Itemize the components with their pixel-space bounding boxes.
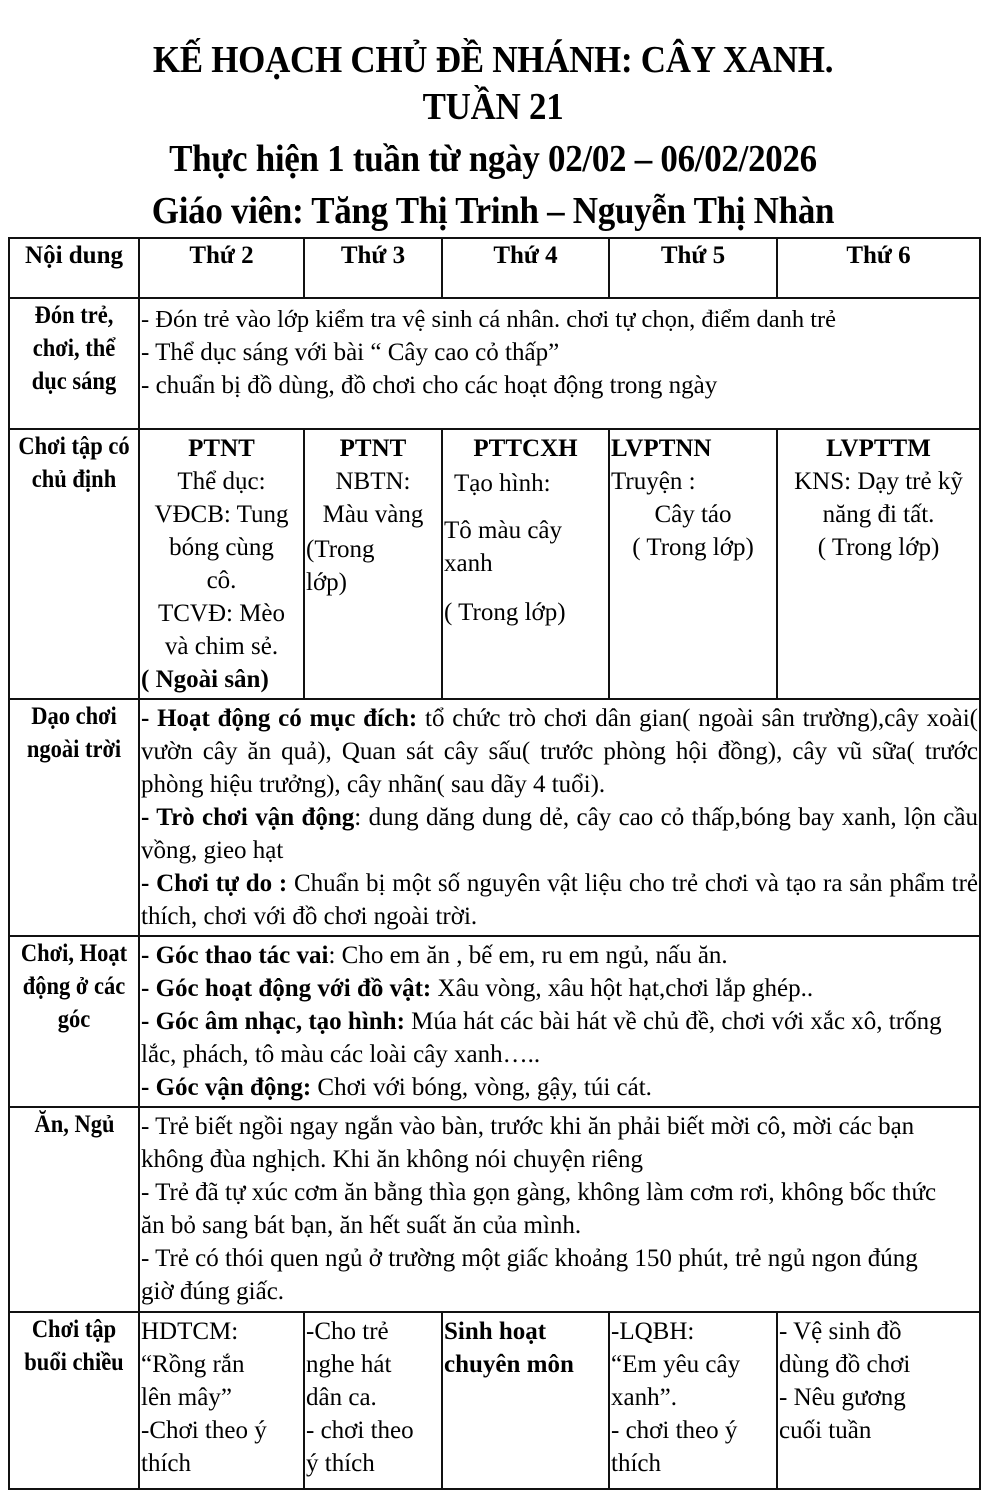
corner-activities-cell	[139, 936, 980, 1107]
afternoon-monday	[139, 1312, 304, 1489]
subject-label: LVPTNN	[611, 435, 712, 462]
row-label-corners: Chơi, Hoạt động ở các góc	[9, 936, 139, 1107]
item-text: : dung dăng dung dẻ, cây cao cỏ thấp,bóng bay xanh, lộn cầu vồng, gieo hạt	[141, 804, 978, 864]
table-row	[9, 1107, 980, 1312]
corner-item	[141, 1005, 978, 1071]
afternoon-tuesday	[304, 1312, 442, 1489]
activity-line: nghe hát	[306, 1351, 392, 1378]
activity-line: thích	[611, 1450, 661, 1477]
item-heading: - Chơi tự do :	[141, 870, 288, 897]
activity-line: VĐCB: Tung	[154, 501, 289, 528]
activity-line: Tạo hình:	[454, 470, 551, 497]
location-label: ( Trong lớp)	[444, 599, 566, 626]
header-monday: Thứ 2	[139, 238, 304, 298]
table-row	[9, 936, 980, 1107]
activity-line: cuối tuần	[779, 1417, 872, 1444]
activity-line: dân ca.	[306, 1384, 377, 1411]
subject-label: PTTCXH	[473, 435, 578, 462]
item-text: Múa hát các bài hát về chủ đề, chơi với xắc xô, trống lắc, phách, tô màu các loài cây xanh…..	[141, 1008, 942, 1068]
location-label: lớp)	[306, 569, 347, 596]
header-row	[9, 238, 980, 298]
activity-line: HDTCM:	[141, 1318, 239, 1345]
activity-line: Sinh hoạt	[444, 1318, 547, 1345]
corner-item	[141, 972, 978, 1005]
activity-line: Tô màu cây	[444, 517, 563, 544]
activity-line: KNS: Dạy trẻ kỹ	[794, 468, 963, 495]
header-friday: Thứ 6	[777, 238, 980, 298]
directed-play-wednesday	[442, 429, 609, 699]
morning-activities-cell	[139, 298, 980, 429]
item-text: Xâu vòng, xâu hột hạt,chơi lắp ghép..	[431, 975, 814, 1002]
location-label: (Trong	[306, 536, 375, 563]
table-row	[9, 298, 980, 429]
title-line-topic: KẾ HOẠCH CHỦ ĐỀ NHÁNH: CÂY XANH.	[152, 39, 834, 81]
directed-play-monday	[139, 429, 304, 699]
weekly-plan-table	[8, 237, 981, 1490]
activity-line: NBTN:	[335, 468, 411, 495]
meal-sleep-item: - Trẻ biết ngồi ngay ngắn vào bàn, trước khi ăn phải biết mời cô, mời các bạn không đùa nghịch. Khi ăn không nói chuyện riêng	[141, 1113, 915, 1173]
activity-line: chuyên môn	[444, 1351, 574, 1378]
corner-item	[141, 1071, 978, 1104]
activity-line: “Rồng rắn	[141, 1351, 245, 1378]
location-label: ( Trong lớp)	[632, 534, 754, 561]
item-heading: - Góc vận động:	[141, 1074, 312, 1101]
outdoor-item	[141, 867, 978, 933]
meal-sleep-item: - Trẻ đã tự xúc cơm ăn bằng thìa gọn gàng, không làm cơm rơi, không bốc thức ăn bỏ sang bát bạn, ăn hết suất ăn của mình.	[141, 1179, 937, 1239]
activity-line: - chơi theo	[306, 1417, 414, 1444]
corner-item	[141, 939, 978, 972]
outdoor-activities-cell	[139, 699, 980, 936]
directed-play-thursday	[609, 429, 777, 699]
header-thursday: Thứ 5	[609, 238, 777, 298]
activity-line: bóng cùng	[169, 534, 274, 561]
outdoor-item	[141, 702, 978, 801]
activity-line: thích	[141, 1450, 191, 1477]
location-label: ( Trong lớp)	[817, 534, 940, 561]
afternoon-thursday	[609, 1312, 777, 1489]
activity-line: và chim sẻ.	[164, 633, 279, 660]
row-label-meal-sleep: Ăn, Ngủ	[9, 1107, 139, 1312]
afternoon-friday	[777, 1312, 980, 1489]
activity-line: Truyện :	[611, 468, 696, 495]
subject-label: PTNT	[339, 435, 407, 462]
table-row	[9, 429, 980, 699]
activity-line: TCVĐ: Mèo	[157, 600, 286, 627]
header-wednesday: Thứ 4	[442, 238, 609, 298]
item-text: : Cho em ăn , bế em, ru em ngủ, nấu ăn.	[328, 942, 728, 969]
directed-play-tuesday	[304, 429, 442, 699]
activity-line: Màu vàng	[322, 501, 424, 528]
item-heading: - Góc thao tác vai	[141, 942, 329, 969]
meal-sleep-item: - Trẻ có thói quen ngủ ở trường một giấc khoảng 150 phút, trẻ ngủ ngon đúng giờ đúng giấc.	[141, 1245, 918, 1305]
item-text: tổ chức trò chơi dân gian( ngoài sân trường),cây xoài( vườn cây ăn quả), Quan sát cây sấu( trước phòng hội đồng), cây vũ sữa( trước phòng hiệu trưởng), cây nhãn( sau dãy 4 tuổi).	[141, 705, 979, 798]
document-title	[0, 36, 986, 236]
subject-label: PTNT	[188, 435, 255, 462]
item-text: Chuẩn bị một số nguyên vật liệu cho trẻ chơi và tạo ra sản phẩm trẻ thích, chơi với đồ chơi ngoài trời.	[141, 870, 979, 930]
activity-line: Cây táo	[654, 501, 732, 528]
morning-line: - Thể dục sáng với bài “ Cây cao cỏ thấp”	[141, 339, 560, 366]
morning-line: - chuẩn bị đồ dùng, đồ chơi cho các hoạt động trong ngày	[141, 372, 718, 399]
row-label-afternoon: Chơi tập buổi chiều	[9, 1312, 139, 1489]
header-tuesday: Thứ 3	[304, 238, 442, 298]
outdoor-item	[141, 801, 978, 867]
subject-label: LVPTTM	[826, 435, 931, 462]
activity-line: “Em yêu cây	[611, 1351, 741, 1378]
activity-line: cô.	[206, 567, 237, 594]
activity-line: xanh	[444, 550, 493, 577]
title-line-dates: Thực hiện 1 tuần từ ngày 02/02 – 06/02/2026	[169, 138, 817, 180]
item-heading: - Trò chơi vận động	[141, 804, 355, 831]
location-label: ( Ngoài sân)	[141, 666, 269, 693]
activity-line: xanh”.	[611, 1384, 677, 1411]
activity-line: - chơi theo ý	[611, 1417, 738, 1444]
row-label-morning: Đón trẻ, chơi, thể dục sáng	[9, 298, 139, 429]
item-text: Chơi với bóng, vòng, gậy, túi cát.	[311, 1074, 652, 1101]
activity-line: năng đi tất.	[822, 501, 935, 528]
row-label-outdoor: Dạo chơi ngoài trời	[9, 699, 139, 936]
table-row	[9, 1312, 980, 1489]
activity-line: lên mây”	[141, 1384, 232, 1411]
activity-line: - Vệ sinh đồ	[779, 1318, 902, 1345]
activity-line: dùng đồ chơi	[779, 1351, 911, 1378]
item-heading: - Góc âm nhạc, tạo hình:	[141, 1008, 405, 1035]
activity-line: -LQBH:	[611, 1318, 695, 1345]
row-label-directed-play: Chơi tập có chủ định	[9, 429, 139, 699]
activity-line: - Nêu gương	[779, 1384, 906, 1411]
activity-line: -Chơi theo ý	[141, 1417, 267, 1444]
header-content: Nội dung	[9, 238, 139, 298]
item-heading: - Góc hoạt động với đồ vật:	[141, 975, 432, 1002]
directed-play-friday	[777, 429, 980, 699]
activity-line: -Cho trẻ	[306, 1318, 389, 1345]
title-line-teachers: Giáo viên: Tăng Thị Trinh – Nguyễn Thị Nhàn	[151, 190, 835, 232]
activity-line: ý thích	[306, 1450, 375, 1477]
afternoon-wednesday	[442, 1312, 609, 1489]
activity-line: Thể dục:	[177, 468, 266, 495]
item-heading: - Hoạt động có mục đích:	[141, 705, 418, 732]
table-row	[9, 699, 980, 936]
meal-sleep-cell	[139, 1107, 980, 1312]
morning-line: - Đón trẻ vào lớp kiểm tra vệ sinh cá nhân. chơi tự chọn, điểm danh trẻ	[141, 306, 837, 333]
title-line-week: TUẦN 21	[422, 86, 564, 128]
